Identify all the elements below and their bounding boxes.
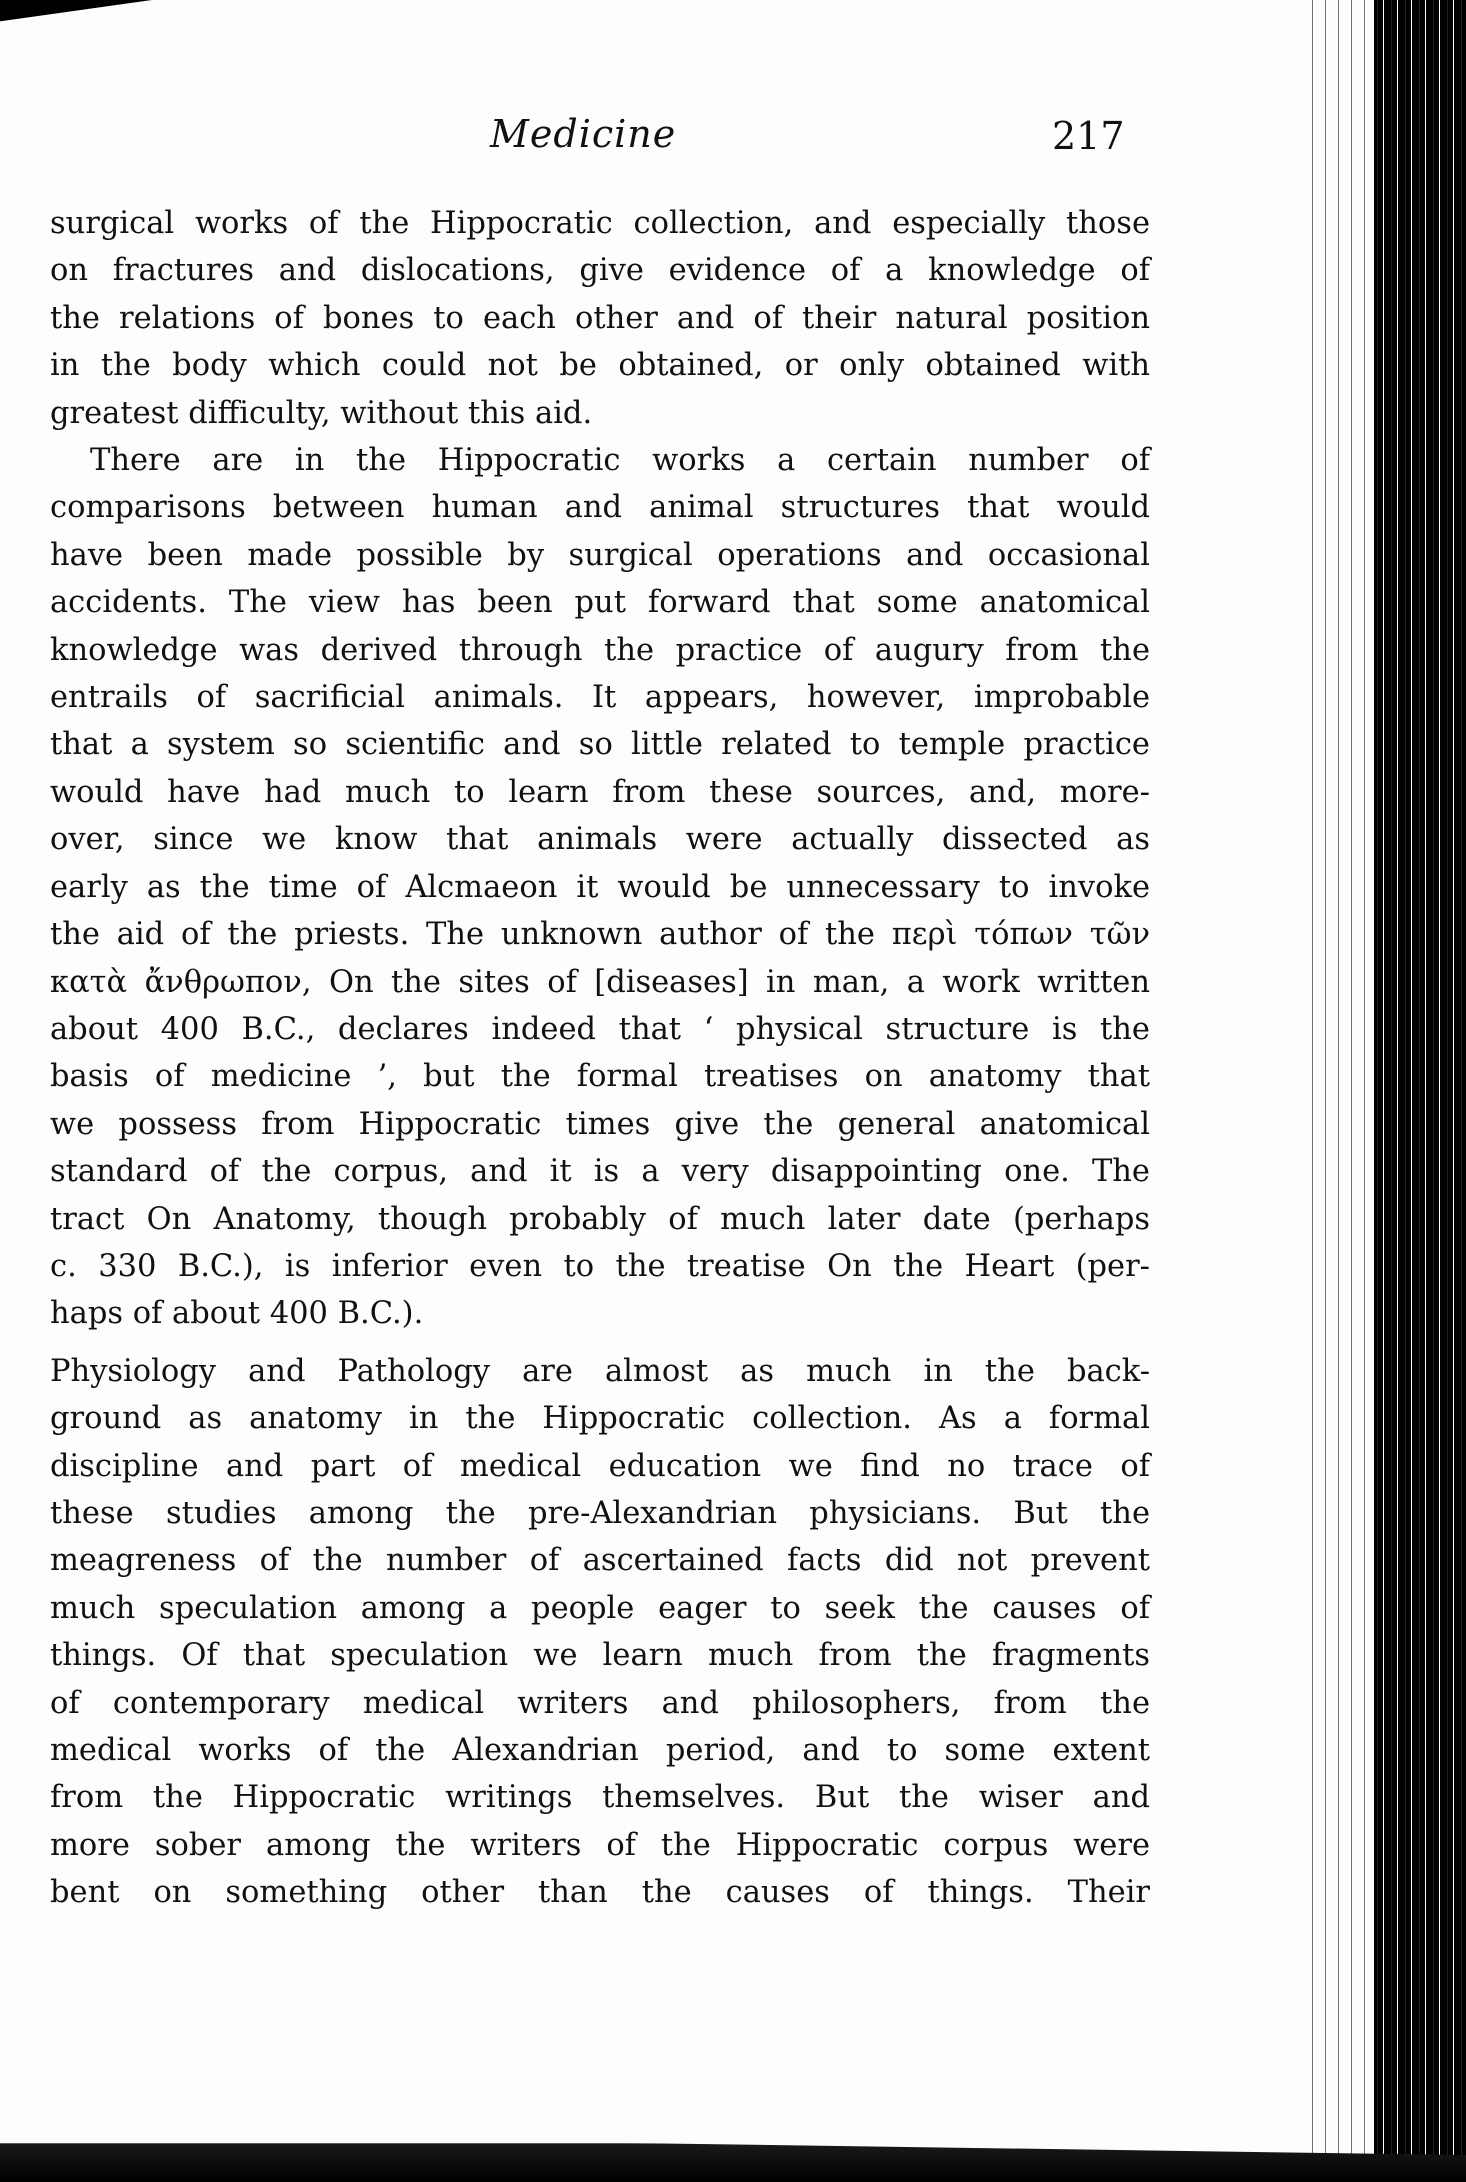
paragraph-gap bbox=[50, 1338, 1150, 1348]
text-line: more sober among the writers of the Hippocratic corpus were bbox=[50, 1827, 1150, 1863]
paragraph bbox=[50, 437, 1150, 1338]
book-spine-shadow bbox=[1306, 0, 1466, 2182]
text-line: on fractures and dislocations, give evidence of a knowledge of bbox=[50, 253, 1150, 289]
text-line: standard of the corpus, and it is a very disappointing one. The bbox=[50, 1154, 1150, 1190]
text-line: accidents. The view has been put forward that some anatomical bbox=[50, 585, 1150, 621]
running-head: Medicine bbox=[490, 112, 677, 156]
text-line: about 400 B.C., declares indeed that ‘ physical structure is the bbox=[50, 1011, 1150, 1047]
text-line: haps of about 400 B.C.). bbox=[50, 1296, 424, 1332]
text-line: surgical works of the Hippocratic collection, and especially those bbox=[50, 206, 1150, 241]
text-line: medical works of the Alexandrian period, and to some extent bbox=[50, 1733, 1150, 1768]
text-line: κατὰ ἄνθρωπον, On the sites of [diseases] in man, a work written bbox=[50, 964, 1150, 1000]
text-line: the relations of bones to each other and of their natural position bbox=[50, 300, 1150, 336]
text-line: basis of medicine ’, but the formal treatises on anatomy that bbox=[50, 1059, 1150, 1095]
text-line: bent on something other than the causes of things. Their bbox=[50, 1875, 1150, 1911]
text-line: comparisons between human and animal structures that would bbox=[50, 490, 1150, 526]
text-line: we possess from Hippocratic times give the general anatomical bbox=[50, 1106, 1150, 1142]
text-line: greatest difficulty, without this aid. bbox=[50, 395, 593, 431]
text-line: discipline and part of medical education we find no trace of bbox=[50, 1448, 1150, 1484]
text-line: entrails of sacrificial animals. It appears, however, improbable bbox=[50, 680, 1150, 716]
spine-page-edges bbox=[1306, 0, 1374, 2182]
text-line: that a system so scientific and so little related to temple practice bbox=[50, 727, 1150, 763]
text-line: c. 330 B.C.), is inferior even to the treatise On the Heart (per- bbox=[50, 1248, 1150, 1284]
spine-dark-edge bbox=[1374, 0, 1466, 2182]
text-line: tract On Anatomy, though probably of much later date (perhaps bbox=[50, 1201, 1150, 1237]
text-line: have been made possible by surgical operations and occasional bbox=[50, 537, 1150, 573]
text-line: Physiology and Pathology are almost as much in the back- bbox=[50, 1353, 1150, 1389]
text-line: from the Hippocratic writings themselves. But the wiser and bbox=[50, 1780, 1150, 1816]
text-line: these studies among the pre-Alexandrian physicians. But the bbox=[50, 1495, 1150, 1531]
page-number: 217 bbox=[1052, 114, 1125, 158]
paragraph bbox=[50, 200, 1150, 437]
text-line: would have had much to learn from these sources, and, more- bbox=[50, 774, 1150, 810]
body-text bbox=[50, 200, 1150, 1917]
text-line: There are in the Hippocratic works a certain number of bbox=[90, 443, 1150, 479]
text-line: ground as anatomy in the Hippocratic collection. As a formal bbox=[50, 1401, 1150, 1437]
scan-corner-shadow bbox=[0, 0, 190, 26]
text-line: meagreness of the number of ascertained facts did not prevent bbox=[50, 1543, 1150, 1579]
text-line: much speculation among a people eager to seek the causes of bbox=[50, 1590, 1150, 1626]
text-line: the aid of the priests. The unknown author of the περὶ τόπων τῶν bbox=[50, 917, 1150, 953]
text-line: over, since we know that animals were actually dissected as bbox=[50, 822, 1150, 858]
page-header bbox=[50, 112, 1150, 172]
text-line: knowledge was derived through the practice of augury from the bbox=[50, 632, 1150, 668]
text-line: of contemporary medical writers and philosophers, from the bbox=[50, 1685, 1150, 1721]
scan-bottom-shadow bbox=[0, 2122, 1466, 2182]
paragraph bbox=[50, 1348, 1150, 1917]
text-line: early as the time of Alcmaeon it would be unnecessary to invoke bbox=[50, 869, 1150, 905]
text-line: things. Of that speculation we learn much from the fragments bbox=[50, 1638, 1150, 1674]
text-line: in the body which could not be obtained, or only obtained with bbox=[50, 348, 1150, 384]
